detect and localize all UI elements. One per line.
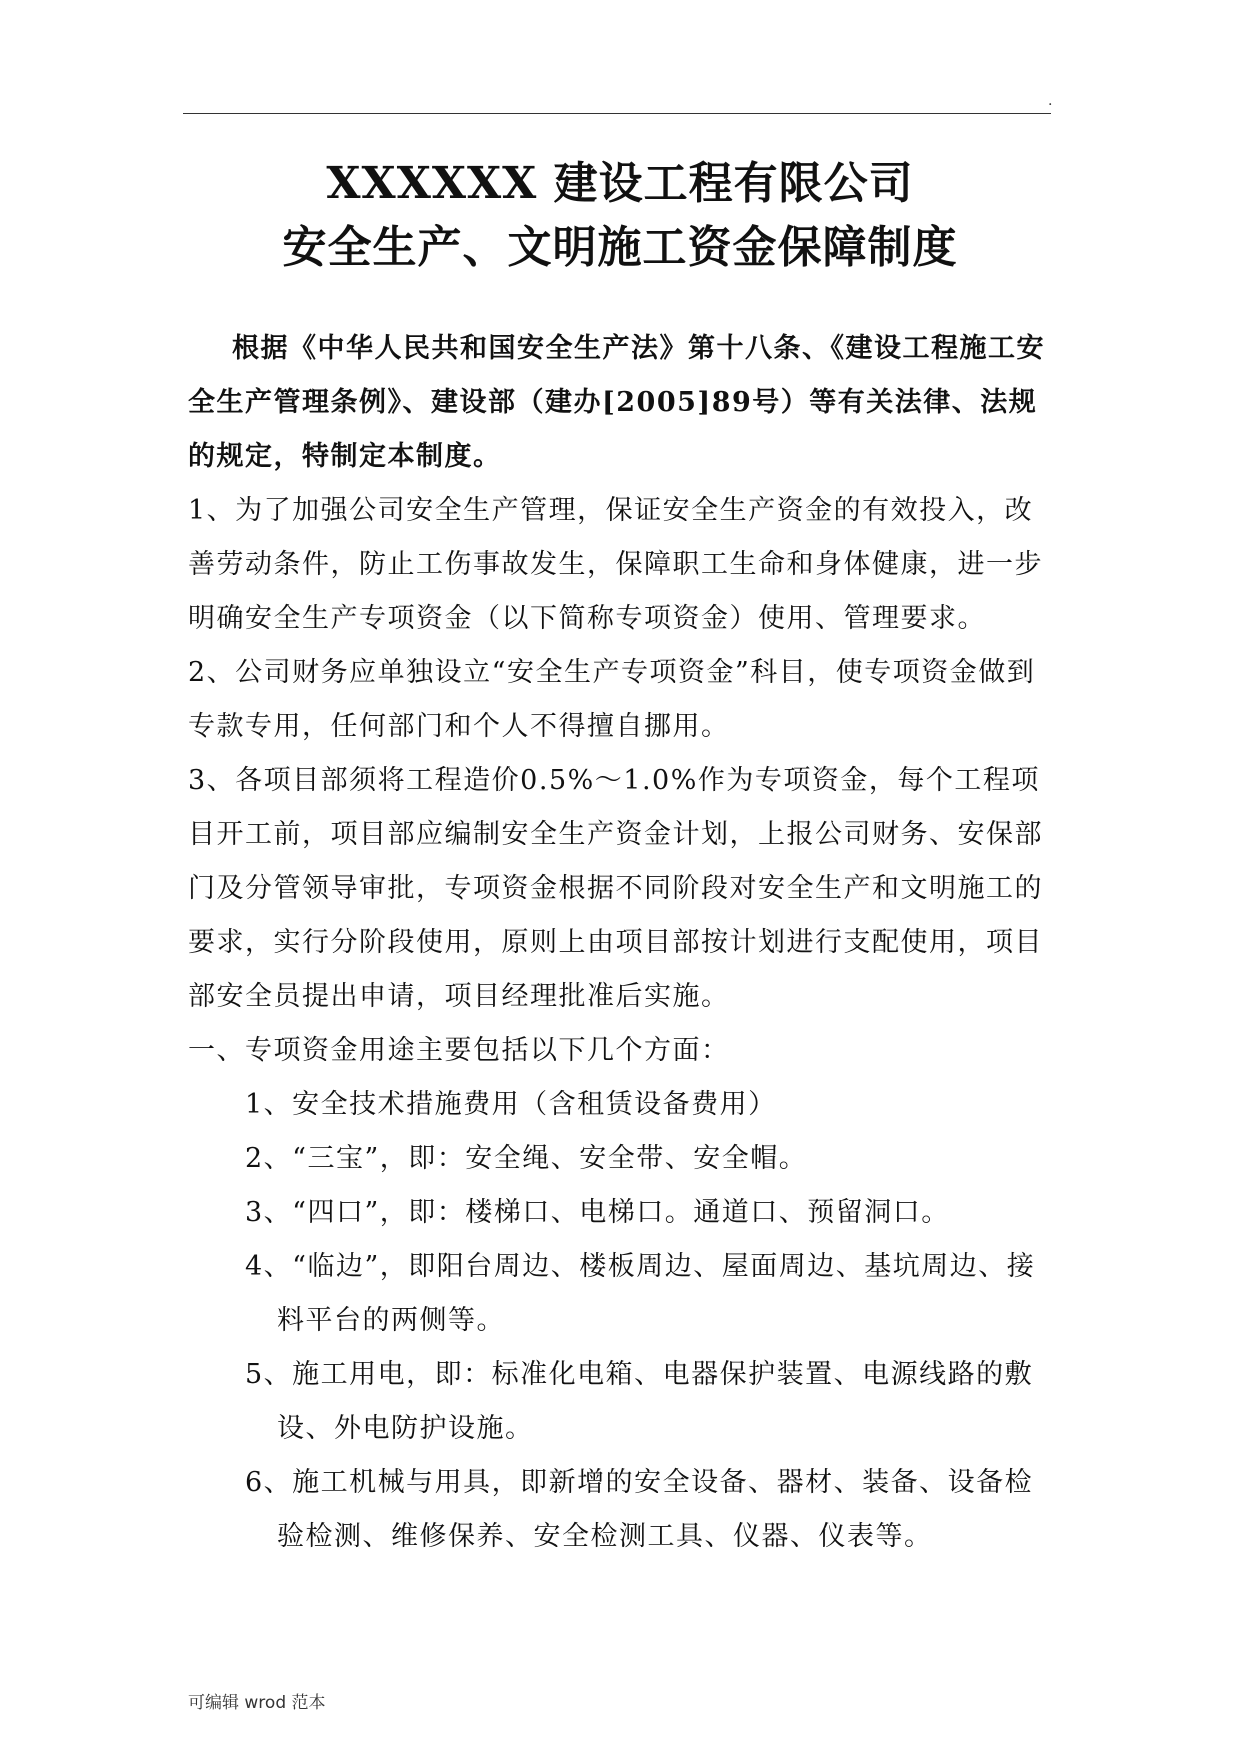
list-item: 4、“临边”，即阳台周边、楼板周边、屋面周边、基坑周边、接料平台的两侧等。 [245, 1251, 1036, 1336]
header-rule [183, 113, 1051, 114]
paragraph-3: 3、各项目部须将工程造价0.5%～1.0%作为专项资金，每个工程项目开工前，项目部应编制安全生产资金计划，上报公司财务、安保部门及分管领导审批，专项资金根据不同阶段对安全生产和文明施工的要求，实行分阶段使用，原则上由项目部按计划进行支配使用，项目部安全员提出申请，项目经理批准后实施。 [188, 765, 1043, 1012]
list-item: 1、安全技术措施费用（含租赁设备费用） [245, 1089, 777, 1120]
section-heading-1: 一、专项资金用途主要包括以下几个方面： [188, 1035, 730, 1066]
paragraph-2: 2、公司财务应单独设立“安全生产专项资金”科目，使专项资金做到专款专用，任何部门和个人不得擅自挪用。 [188, 657, 1036, 742]
intro-paragraph: 根据《中华人民共和国安全生产法》第十八条、《建设工程施工安全生产管理条例》、建设部（建办[2005]89号）等有关法律、法规的规定，特制定本制度。 [188, 333, 1045, 472]
paragraph-1: 1、为了加强公司安全生产管理，保证安全生产资金的有效投入，改善劳动条件，防止工伤事故发生，保障职工生命和身体健康，进一步明确安全生产专项资金（以下简称专项资金）使用、管理要求。 [188, 495, 1043, 634]
list-item: 6、施工机械与用具，即新增的安全设备、器材、装备、设备检验检测、维修保养、安全检测工具、仪器、仪表等。 [245, 1467, 1034, 1552]
document-title: 安全生产、文明施工资金保障制度 [282, 222, 958, 273]
list-item: 5、施工用电，即：标准化电箱、电器保护装置、电源线路的敷设、外电防护设施。 [245, 1359, 1034, 1444]
company-title: XXXXXX 建设工程有限公司 [326, 158, 914, 209]
footer-note: 可编辑 wrod 范本 [188, 1693, 326, 1713]
list-item: 3、“四口”，即：楼梯口、电梯口。通道口、预留洞口。 [245, 1197, 950, 1228]
header-dot: . [1048, 93, 1053, 109]
fund-usage-list [245, 1078, 1060, 1564]
list-item: 2、“三宝”，即：安全绳、安全带、安全帽。 [245, 1143, 808, 1174]
